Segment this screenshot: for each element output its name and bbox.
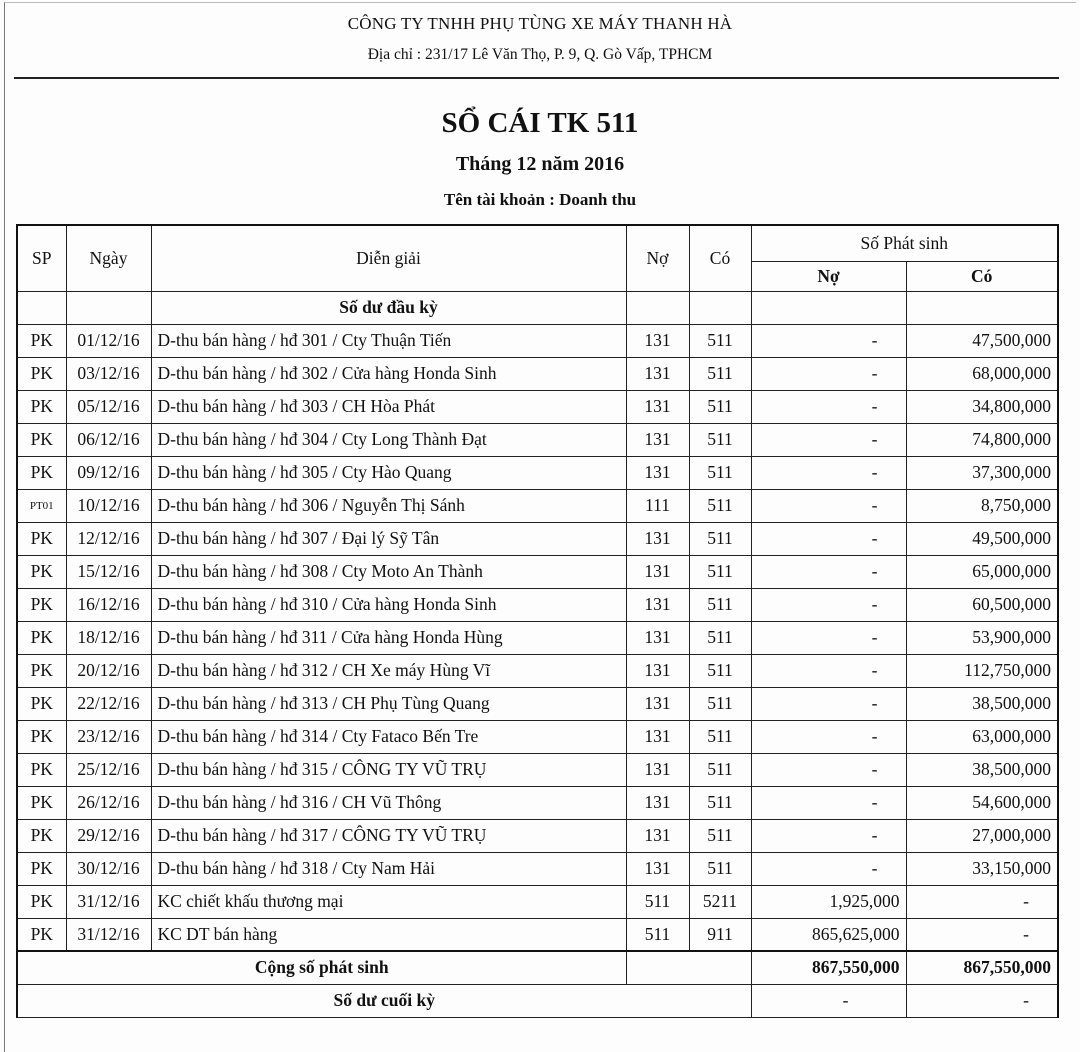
cell-debit-account: 131 — [626, 852, 689, 885]
cell-empty — [66, 291, 151, 324]
table-row — [17, 423, 1058, 456]
cell-debit-account: 131 — [626, 522, 689, 555]
cell-debit-amount: - — [751, 687, 906, 720]
cell-debit-amount: - — [751, 852, 906, 885]
table-row — [17, 852, 1058, 885]
cell-debit-account: 131 — [626, 357, 689, 390]
cell-date: 06/12/16 — [66, 423, 151, 456]
cell-credit-amount: 38,500,000 — [906, 687, 1058, 720]
cell-date: 15/12/16 — [66, 555, 151, 588]
cell-credit-amount: 49,500,000 — [906, 522, 1058, 555]
account-name: Tên tài khoản : Doanh thu — [443, 190, 637, 209]
cell-debit-amount: - — [751, 456, 906, 489]
cell-credit-amount: 34,800,000 — [906, 390, 1058, 423]
cell-credit-account: 511 — [689, 654, 751, 687]
cell-date: 03/12/16 — [66, 357, 151, 390]
cell-credit-account: 511 — [689, 819, 751, 852]
cell-debit-amount: - — [751, 588, 906, 621]
cell-credit-account: 511 — [689, 852, 751, 885]
cell-debit-account: 131 — [626, 687, 689, 720]
cell-description: D-thu bán hàng / hđ 312 / CH Xe máy Hùng Vĩ — [151, 654, 626, 687]
cell-debit-amount: - — [751, 819, 906, 852]
cell-description: D-thu bán hàng / hđ 305 / Cty Hào Quang — [151, 456, 626, 489]
cell-date: 31/12/16 — [66, 885, 151, 918]
cell-description: KC DT bán hàng — [151, 918, 626, 951]
cell-debit-amount: - — [751, 489, 906, 522]
cell-credit-account: 511 — [689, 555, 751, 588]
total-debit: 867,550,000 — [751, 951, 906, 984]
cell-sp: PK — [17, 654, 66, 687]
cell-sp: PK — [17, 720, 66, 753]
cell-debit-account: 131 — [626, 654, 689, 687]
cell-debit-account: 131 — [626, 423, 689, 456]
cell-date: 01/12/16 — [66, 324, 151, 357]
cell-date: 20/12/16 — [66, 654, 151, 687]
closing-credit: - — [906, 984, 1058, 1017]
table-row — [17, 687, 1058, 720]
cell-sp: PK — [17, 522, 66, 555]
cell-description: D-thu bán hàng / hđ 311 / Cửa hàng Honda Hùng — [151, 621, 626, 654]
cell-empty — [626, 291, 689, 324]
cell-description: D-thu bán hàng / hđ 306 / Nguyễn Thị Sánh — [151, 489, 626, 522]
cell-credit-amount: - — [906, 918, 1058, 951]
cell-sp: PK — [17, 357, 66, 390]
table-row — [17, 786, 1058, 819]
header-divider — [14, 77, 1059, 79]
header-debit-amount: Nợ — [751, 261, 906, 291]
cell-credit-account: 511 — [689, 588, 751, 621]
cell-debit-account: 131 — [626, 456, 689, 489]
header-sp: SP — [17, 225, 66, 291]
cell-debit-amount: 1,925,000 — [751, 885, 906, 918]
cell-credit-amount: 65,000,000 — [906, 555, 1058, 588]
cell-debit-amount: - — [751, 522, 906, 555]
cell-debit-account: 131 — [626, 555, 689, 588]
cell-sp: PK — [17, 324, 66, 357]
table-row — [17, 654, 1058, 687]
cell-description: D-thu bán hàng / hđ 316 / CH Vũ Thông — [151, 786, 626, 819]
table-row — [17, 489, 1058, 522]
cell-credit-account: 511 — [689, 489, 751, 522]
cell-credit-account: 511 — [689, 390, 751, 423]
cell-description: D-thu bán hàng / hđ 314 / Cty Fataco Bến Tre — [151, 720, 626, 753]
company-name: CÔNG TY TNHH PHỤ TÙNG XE MÁY THANH HÀ — [347, 14, 733, 33]
cell-date: 18/12/16 — [66, 621, 151, 654]
cell-credit-amount: 27,000,000 — [906, 819, 1058, 852]
ledger-period: Tháng 12 năm 2016 — [455, 153, 625, 175]
cell-debit-account: 131 — [626, 819, 689, 852]
cell-debit-account: 131 — [626, 753, 689, 786]
table-row — [17, 555, 1058, 588]
table-row — [17, 720, 1058, 753]
cell-credit-amount: 53,900,000 — [906, 621, 1058, 654]
cell-sp: PK — [17, 687, 66, 720]
cell-description: D-thu bán hàng / hđ 308 / Cty Moto An Thành — [151, 555, 626, 588]
cell-debit-amount: - — [751, 654, 906, 687]
cell-sp: PK — [17, 885, 66, 918]
cell-credit-account: 511 — [689, 786, 751, 819]
opening-balance-row — [17, 291, 1058, 324]
cell-credit-account: 511 — [689, 687, 751, 720]
closing-balance-label: Số dư cuối kỳ — [17, 984, 751, 1017]
cell-description: D-thu bán hàng / hđ 307 / Đại lý Sỹ Tân — [151, 522, 626, 555]
cell-date: 05/12/16 — [66, 390, 151, 423]
table-row — [17, 522, 1058, 555]
cell-debit-amount: - — [751, 720, 906, 753]
table-row — [17, 390, 1058, 423]
table-row — [17, 918, 1058, 951]
cell-credit-amount: 33,150,000 — [906, 852, 1058, 885]
cell-debit-account: 131 — [626, 720, 689, 753]
cell-debit-account: 511 — [626, 918, 689, 951]
cell-date: 10/12/16 — [66, 489, 151, 522]
cell-date: 09/12/16 — [66, 456, 151, 489]
cell-date: 25/12/16 — [66, 753, 151, 786]
header-credit-account: Có — [689, 225, 751, 291]
cell-credit-amount: - — [906, 885, 1058, 918]
header-date: Ngày — [66, 225, 151, 291]
cell-sp: PT01 — [17, 489, 66, 522]
cell-description: D-thu bán hàng / hđ 301 / Cty Thuận Tiến — [151, 324, 626, 357]
cell-debit-amount: - — [751, 786, 906, 819]
cell-sp: PK — [17, 390, 66, 423]
cell-credit-amount: 112,750,000 — [906, 654, 1058, 687]
cell-sp: PK — [17, 786, 66, 819]
cell-date: 16/12/16 — [66, 588, 151, 621]
cell-debit-account: 131 — [626, 621, 689, 654]
table-row — [17, 753, 1058, 786]
cell-date: 29/12/16 — [66, 819, 151, 852]
header-amount-group: Số Phát sinh — [751, 225, 1058, 261]
cell-sp: PK — [17, 852, 66, 885]
cell-date: 23/12/16 — [66, 720, 151, 753]
cell-credit-account: 511 — [689, 423, 751, 456]
cell-date: 31/12/16 — [66, 918, 151, 951]
cell-empty — [751, 291, 906, 324]
table-row — [17, 621, 1058, 654]
total-row — [17, 951, 1058, 984]
header-credit-amount: Có — [906, 261, 1058, 291]
cell-debit-amount: - — [751, 621, 906, 654]
cell-debit-account: 111 — [626, 489, 689, 522]
table-row — [17, 357, 1058, 390]
cell-credit-account: 5211 — [689, 885, 751, 918]
cell-empty — [689, 291, 751, 324]
cell-credit-account: 511 — [689, 753, 751, 786]
cell-description: KC chiết khấu thương mại — [151, 885, 626, 918]
cell-credit-account: 511 — [689, 522, 751, 555]
cell-credit-account: 911 — [689, 918, 751, 951]
cell-credit-amount: 68,000,000 — [906, 357, 1058, 390]
cell-description: D-thu bán hàng / hđ 304 / Cty Long Thành Đạt — [151, 423, 626, 456]
cell-credit-account: 511 — [689, 621, 751, 654]
cell-sp: PK — [17, 753, 66, 786]
cell-credit-amount: 54,600,000 — [906, 786, 1058, 819]
cell-date: 22/12/16 — [66, 687, 151, 720]
company-address: Địa chỉ : 231/17 Lê Văn Thọ, P. 9, Q. Gò Vấp, TPHCM — [367, 46, 713, 63]
cell-debit-amount: - — [751, 390, 906, 423]
cell-debit-account: 511 — [626, 885, 689, 918]
cell-credit-amount: 74,800,000 — [906, 423, 1058, 456]
cell-credit-amount: 47,500,000 — [906, 324, 1058, 357]
cell-debit-account: 131 — [626, 390, 689, 423]
cell-debit-account: 131 — [626, 324, 689, 357]
cell-description: D-thu bán hàng / hđ 317 / CÔNG TY VŨ TRỤ — [151, 819, 626, 852]
cell-empty — [626, 951, 751, 984]
cell-debit-amount: - — [751, 753, 906, 786]
cell-sp: PK — [17, 918, 66, 951]
cell-credit-account: 511 — [689, 720, 751, 753]
cell-sp: PK — [17, 555, 66, 588]
table-row — [17, 885, 1058, 918]
cell-description: D-thu bán hàng / hđ 315 / CÔNG TY VŨ TRỤ — [151, 753, 626, 786]
cell-description: D-thu bán hàng / hđ 318 / Cty Nam Hải — [151, 852, 626, 885]
cell-debit-amount: 865,625,000 — [751, 918, 906, 951]
opening-balance-label: Số dư đầu kỳ — [151, 291, 626, 324]
table-row — [17, 588, 1058, 621]
cell-description: D-thu bán hàng / hđ 302 / Cửa hàng Honda Sinh — [151, 357, 626, 390]
cell-sp: PK — [17, 588, 66, 621]
header-description: Diễn giải — [151, 225, 626, 291]
ledger-table — [16, 224, 1059, 1018]
table-row — [17, 819, 1058, 852]
table-row — [17, 456, 1058, 489]
ledger-title: SỔ CÁI TK 511 — [441, 107, 639, 139]
cell-debit-amount: - — [751, 357, 906, 390]
cell-sp: PK — [17, 819, 66, 852]
closing-balance-row — [17, 984, 1058, 1017]
cell-date: 12/12/16 — [66, 522, 151, 555]
total-credit: 867,550,000 — [906, 951, 1058, 984]
cell-credit-amount: 63,000,000 — [906, 720, 1058, 753]
cell-debit-amount: - — [751, 324, 906, 357]
table-row — [17, 324, 1058, 357]
cell-debit-account: 131 — [626, 588, 689, 621]
cell-debit-amount: - — [751, 555, 906, 588]
cell-credit-amount: 60,500,000 — [906, 588, 1058, 621]
cell-date: 30/12/16 — [66, 852, 151, 885]
cell-credit-amount: 37,300,000 — [906, 456, 1058, 489]
cell-description: D-thu bán hàng / hđ 303 / CH Hòa Phát — [151, 390, 626, 423]
cell-debit-amount: - — [751, 423, 906, 456]
cell-description: D-thu bán hàng / hđ 310 / Cửa hàng Honda Sinh — [151, 588, 626, 621]
cell-empty — [17, 291, 66, 324]
cell-empty — [906, 291, 1058, 324]
cell-credit-amount: 8,750,000 — [906, 489, 1058, 522]
cell-credit-account: 511 — [689, 357, 751, 390]
cell-sp: PK — [17, 456, 66, 489]
cell-credit-amount: 38,500,000 — [906, 753, 1058, 786]
header-debit-account: Nợ — [626, 225, 689, 291]
total-label: Cộng số phát sinh — [17, 951, 626, 984]
closing-debit: - — [751, 984, 906, 1017]
cell-description: D-thu bán hàng / hđ 313 / CH Phụ Tùng Quang — [151, 687, 626, 720]
cell-credit-account: 511 — [689, 324, 751, 357]
cell-sp: PK — [17, 621, 66, 654]
cell-debit-account: 131 — [626, 786, 689, 819]
cell-date: 26/12/16 — [66, 786, 151, 819]
cell-credit-account: 511 — [689, 456, 751, 489]
cell-sp: PK — [17, 423, 66, 456]
